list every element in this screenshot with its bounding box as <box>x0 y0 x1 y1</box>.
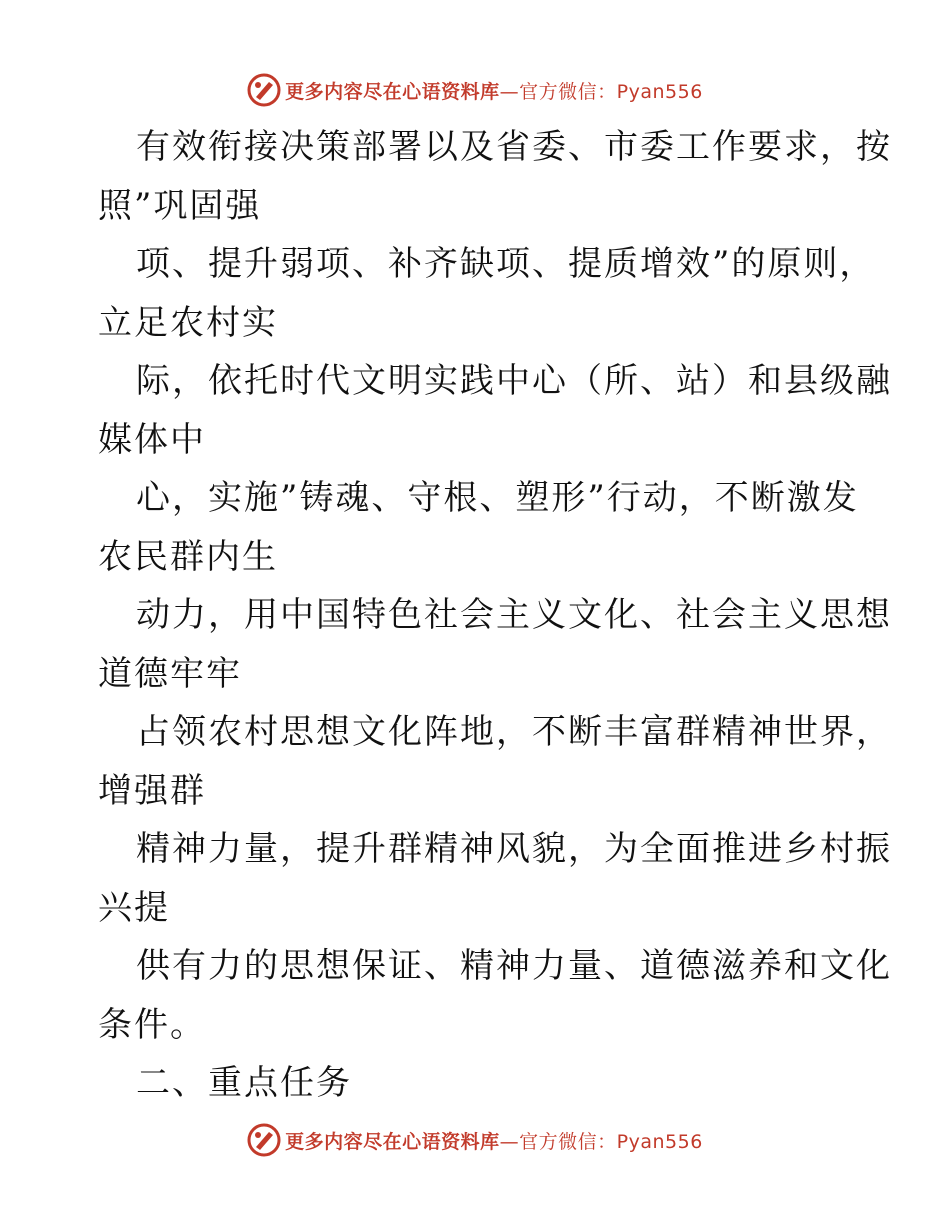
document-body <box>98 118 892 1113</box>
watermark-brand: 更多内容尽在心语资料库 <box>285 80 500 103</box>
text-line: 占领农村思想文化阵地，不断丰富群精神世界， <box>136 712 892 752</box>
watermark-separator: — <box>499 80 520 103</box>
text-line: 照”巩固强 <box>98 185 262 226</box>
text-line: 项、提升弱项、补齐缺项、提质增效”的原则， <box>136 244 876 284</box>
logo-icon <box>247 73 281 107</box>
watermark-text <box>285 77 703 104</box>
watermark-text <box>285 1127 703 1154</box>
watermark-brand: 更多内容尽在心语资料库 <box>285 1130 500 1153</box>
text-line: 际，依托时代文明实践中心（所、站）和县级融 <box>136 361 892 401</box>
watermark-wechat: 官方微信：Pyan556 <box>519 80 703 103</box>
text-line: 二、重点任务 <box>136 1063 352 1103</box>
text-line: 动力，用中国特色社会主义文化、社会主义思想 <box>136 595 892 635</box>
text-line: 兴提 <box>98 887 170 928</box>
header-watermark <box>0 70 950 110</box>
text-line: 媒体中 <box>98 419 206 460</box>
text-line: 道德牢牢 <box>98 653 242 694</box>
logo-icon <box>247 1123 281 1157</box>
text-line: 有效衔接决策部署以及省委、市委工作要求，按 <box>136 127 892 167</box>
text-line: 心，实施”铸魂、守根、塑形”行动，不断激发 <box>136 478 859 518</box>
watermark-wechat: 官方微信：Pyan556 <box>519 1130 703 1153</box>
footer-watermark <box>0 1120 950 1160</box>
text-line: 农民群内生 <box>98 536 278 577</box>
text-line: 条件。 <box>98 1004 206 1045</box>
text-line: 精神力量，提升群精神风貌，为全面推进乡村振 <box>136 829 892 869</box>
text-line: 增强群 <box>98 770 206 811</box>
text-line: 立足农村实 <box>98 302 278 343</box>
watermark-separator: — <box>499 1130 520 1153</box>
text-line: 供有力的思想保证、精神力量、道德滋养和文化 <box>136 946 892 986</box>
